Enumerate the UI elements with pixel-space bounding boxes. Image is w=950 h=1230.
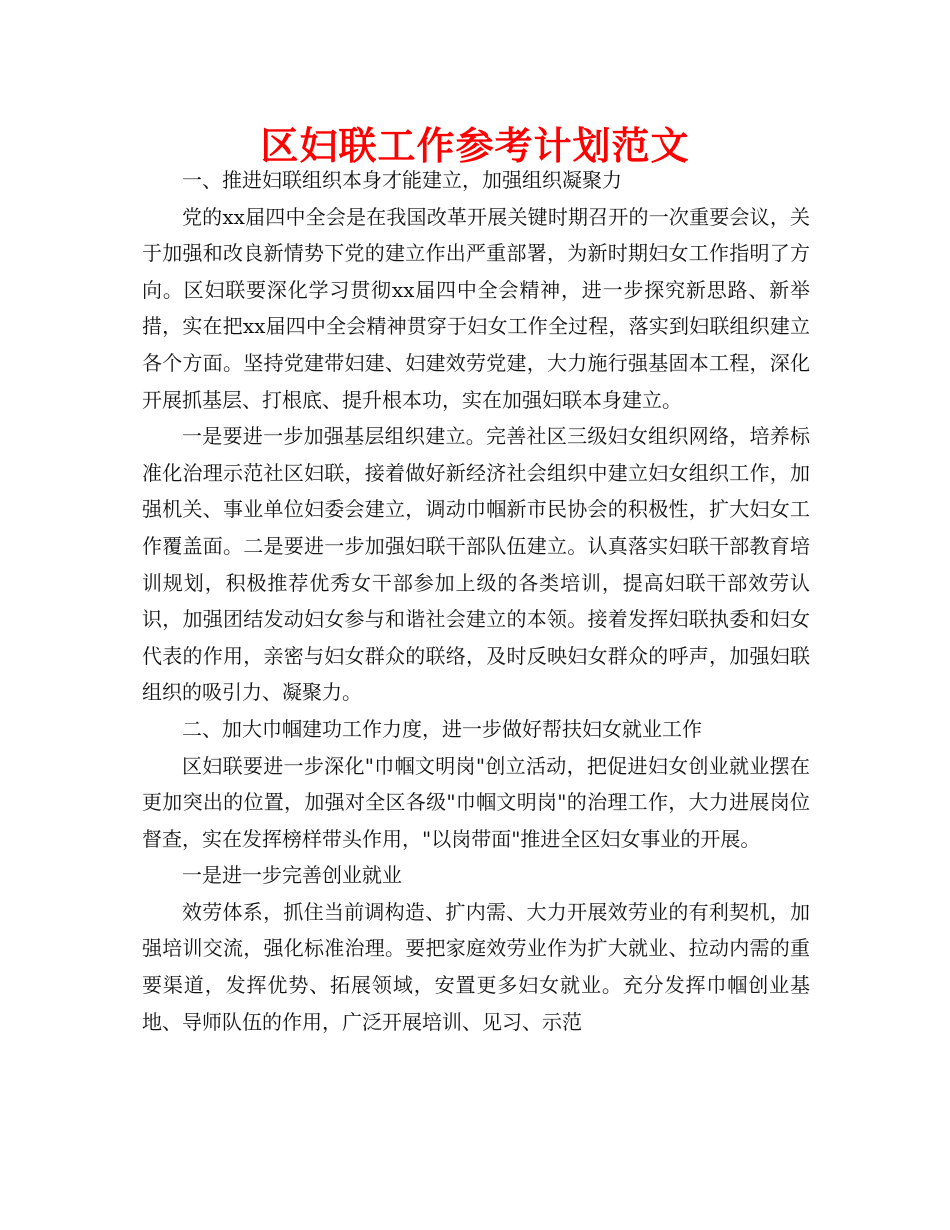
document-body (142, 162, 810, 1040)
body-paragraph: 区妇联要进一步深化"巾帼文明岗"创立活动，把促进妇女创业就业摆在更加突出的位置，加强对全区各级"巾帼文明岗"的治理工作，大力进展岗位督查，实在发挥榜样带头作用，"以岗带面"推进全区妇女事业的开展。 (142, 753, 810, 851)
sub-heading: 一是进一步完善创业就业 (182, 863, 402, 888)
section-heading-1: 一、推进妇联组织本身才能建立，加强组织凝聚力 (182, 168, 622, 192)
body-paragraph: 党的xx届四中全会是在我国改革开展关键时期召开的一次重要会议，关于加强和改良新情势下党的建立作出严重部署，为新时期妇女工作指明了方向。区妇联要深化学习贯彻xx届四中全会精神，进一步探究新思路、新举措，实在把xx届四中全会精神贯穿于妇女工作全过程，落实到妇联组织建立各个方面。坚持党建带妇建、妇建效劳党建，大力施行强基固本工程，深化开展抓基层、打根底、提升根本功，实在加强妇联本身建立。 (142, 204, 810, 412)
section-heading-2: 二、加大巾帼建功工作力度，进一步做好帮扶妇女就业工作 (182, 716, 702, 741)
document-title: 区妇联工作参考计划范文 (260, 124, 690, 168)
body-paragraph: 效劳体系，抓住当前调构造、扩内需、大力开展效劳业的有利契机，加强培训交流，强化标准治理。要把家庭效劳业作为扩大就业、拉动内需的重要渠道，发挥优势、拓展领域，安置更多妇女就业。充分发挥巾帼创业基地、导师队伍的作用，广泛开展培训、见习、示范 (142, 899, 810, 1034)
body-paragraph: 一是要进一步加强基层组织建立。完善社区三级妇女组织网络，培养标准化治理示范社区妇联，接着做好新经济社会组织中建立妇女组织工作，加强机关、事业单位妇委会建立，调动巾帼新市民协会的积极性，扩大妇女工作覆盖面。二是要进一步加强妇联干部队伍建立。认真落实妇联干部教育培训规划，积极推荐优秀女干部参加上级的各类培训，提高妇联干部效劳认识，加强团结发动妇女参与和谐社会建立的本领。接着发挥妇联执委和妇女代表的作用，亲密与妇女群众的联络，及时反映妇女群众的呼声，加强妇联组织的吸引力、凝聚力。 (142, 424, 810, 705)
